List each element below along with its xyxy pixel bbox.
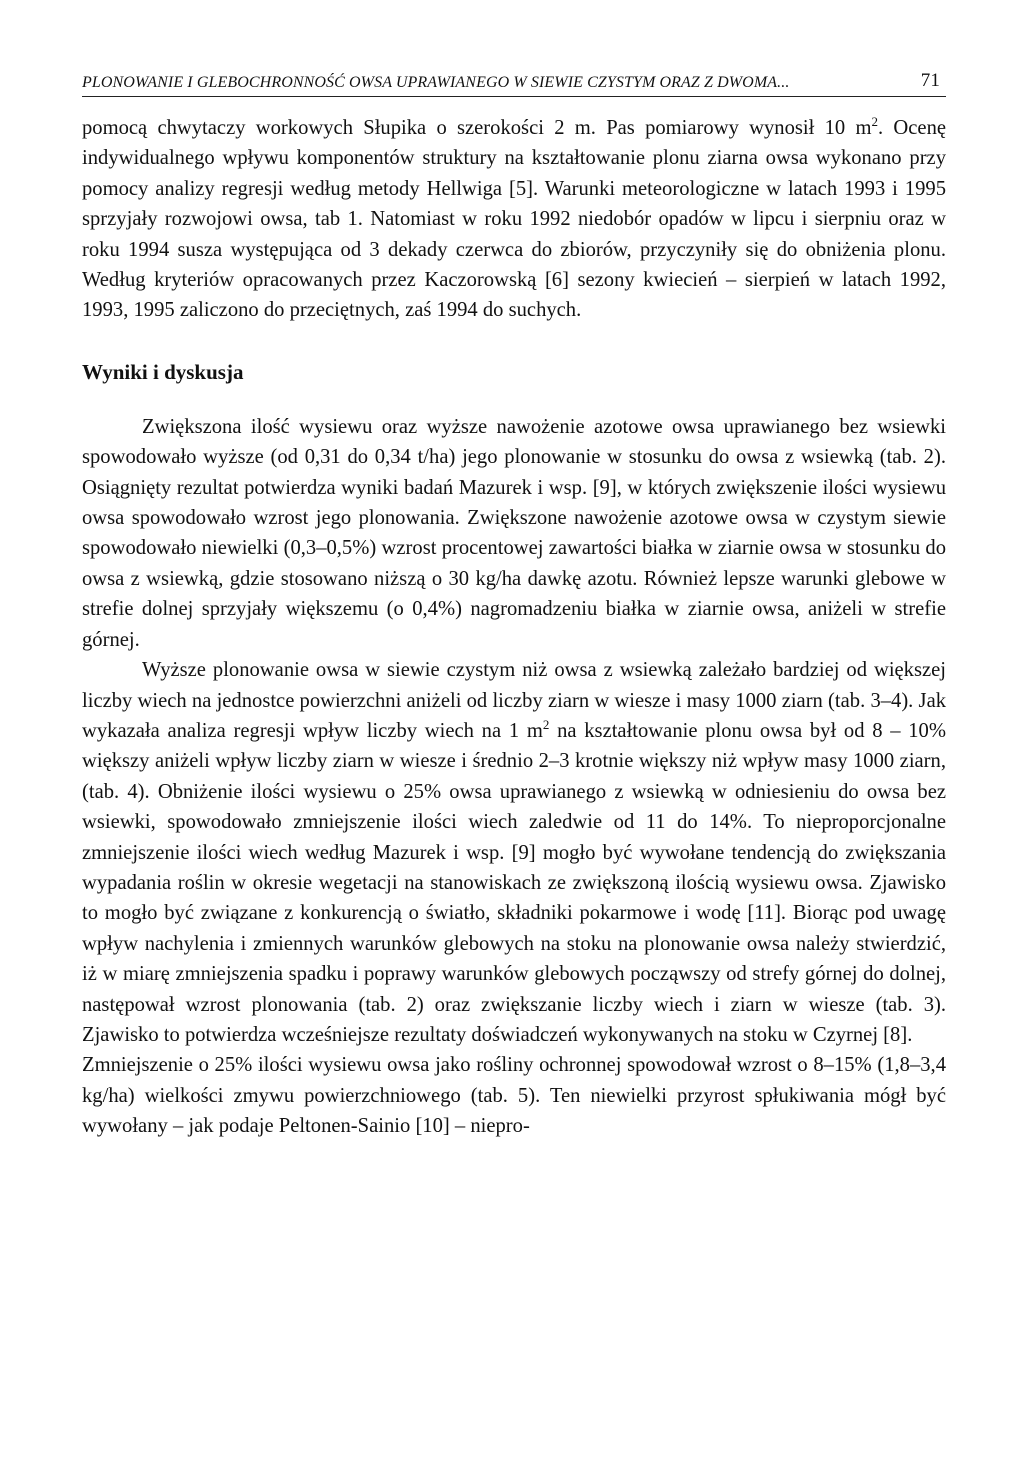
superscript: 2 [542,717,550,733]
page-number: 71 [920,70,940,91]
section-heading: Wyniki i dyskusja [82,359,244,384]
intro-text-2: . Ocenę indywidualnego wpływu komponentów struktury na kształtowanie plonu ziarna owsa wykonano przy pomocy analizy regresji według metody Hellwiga [5]. Warunki meteorologiczne w latach 1993 i 1995 sprzyjały rozwojowi owsa, tab 1. Natomiast w roku 1992 niedobór opadów w lipcu i sierpniu oraz w roku 1994 susza występująca od 3 dekady czerwca do zbiorów, przyczyniły się do obniżenia plonu. Według kryteriów opracowanych przez Kaczorowską [6] sezony kwiecień – sierpień w latach 1992, 1993, 1995 zaliczono do przeciętnych, zaś 1994 do suchych. [82,117,947,322]
running-head-title: PLONOWANIE I GLEBOCHRONNOŚĆ OWSA UPRAWIANEGO W SIEWIE CZYSTYM ORAZ Z DWOMA... [82,74,790,91]
intro-paragraph [82,113,946,326]
intro-text-1: pomocą chwytaczy workowych Słupika o szerokości 2 m. Pas pomiarowy wynosił 10 m [82,117,872,139]
page [82,70,946,1142]
results-paragraph-2 [82,655,946,1050]
results-paragraph-3: Zmniejszenie o 25% ilości wysiewu owsa jako rośliny ochronnej spowodował wzrost o 8–15% (1,8–3,4 kg/ha) wielkości zmywu powierzchniowego (tab. 5). Ten niewielki przyrost spłukiwania mógł być wywołany – jak podaje Peltonen-Sainio [10] – niepro- [82,1054,946,1138]
para2-text-a: Wyższe plonowanie owsa w siewie czystym niż owsa z wsiewką zależało bardziej od większej liczby wiech na jednostce powierzchni aniżeli od liczby ziarn w wiesze i masy 1000 ziarn (tab. 3–4). Jak wykazała analiza regresji wpływ liczby wiech na 1 m [82,659,946,742]
para2-text-b: na kształtowanie plonu owsa był od 8 – 10% większy aniżeli wpływ liczby ziarn w wiesze i średnio 2–3 krotnie większy niż wpływ masy 1000 ziarn, (tab. 4). Obniżenie ilości wysiewu o 25% owsa uprawianego z wsiewką w odniesieniu do owsa bez wsiewki, spowodowało zmniejszenie ilości wiech zaledwie od 11 do 14%. To nieproporcjonalne zmniejszenie ilości wiech według Mazurek i wsp. [9] mogło być wywołane tendencją do zwiększania wypadania roślin w okresie wegetacji na stanowiskach ze zwiększoną ilością wysiewu owsa. Zjawisko to mogło być związane z konkurencją o światło, składniki pokarmowe i wodę [11]. Biorąc pod uwagę wpływ nachylenia i zmiennych warunków glebowych na stoku na plonowanie owsa należy stwierdzić, iż w miarę zmniejszenia spadku i poprawy warunków glebowych począwszy od strefy górnej do dolnej, następował wzrost plonowania (tab. 2) oraz zwiększanie liczby wiech i ziarn w wiesze (tab. 3). Zjawisko to potwierdza wcześniejsze rezultaty doświadczeń wykonywanych na stoku w Czyrnej [8]. [82,719,947,1046]
results-paragraph-1: Zwiększona ilość wysiewu oraz wyższe nawożenie azotowe owsa uprawianego bez wsiewki spowodowało wyższe (od 0,31 do 0,34 t/ha) jego plonowanie w stosunku do owsa z wsiewką (tab. 2). Osiągnięty rezultat potwierdza wyniki badań Mazurek i wsp. [9], w których zwiększenie ilości wysiewu owsa spowodowało wzrost jego plonowania. Zwiększone nawożenie azotowe owsa w czystym siewie spowodowało niewielki (0,3–0,5%) wzrost procentowej zawartości białka w ziarnie owsa w stosunku do owsa z wsiewką, gdzie stosowano niższą o 30 kg/ha dawkę azotu. Również lepsze warunki glebowe w strefie dolnej sprzyjały większemu (o 0,4%) nagromadzeniu białka w ziarnie owsa, aniżeli w strefie górnej. [82,415,946,651]
superscript: 2 [871,114,878,130]
running-head [82,70,946,97]
